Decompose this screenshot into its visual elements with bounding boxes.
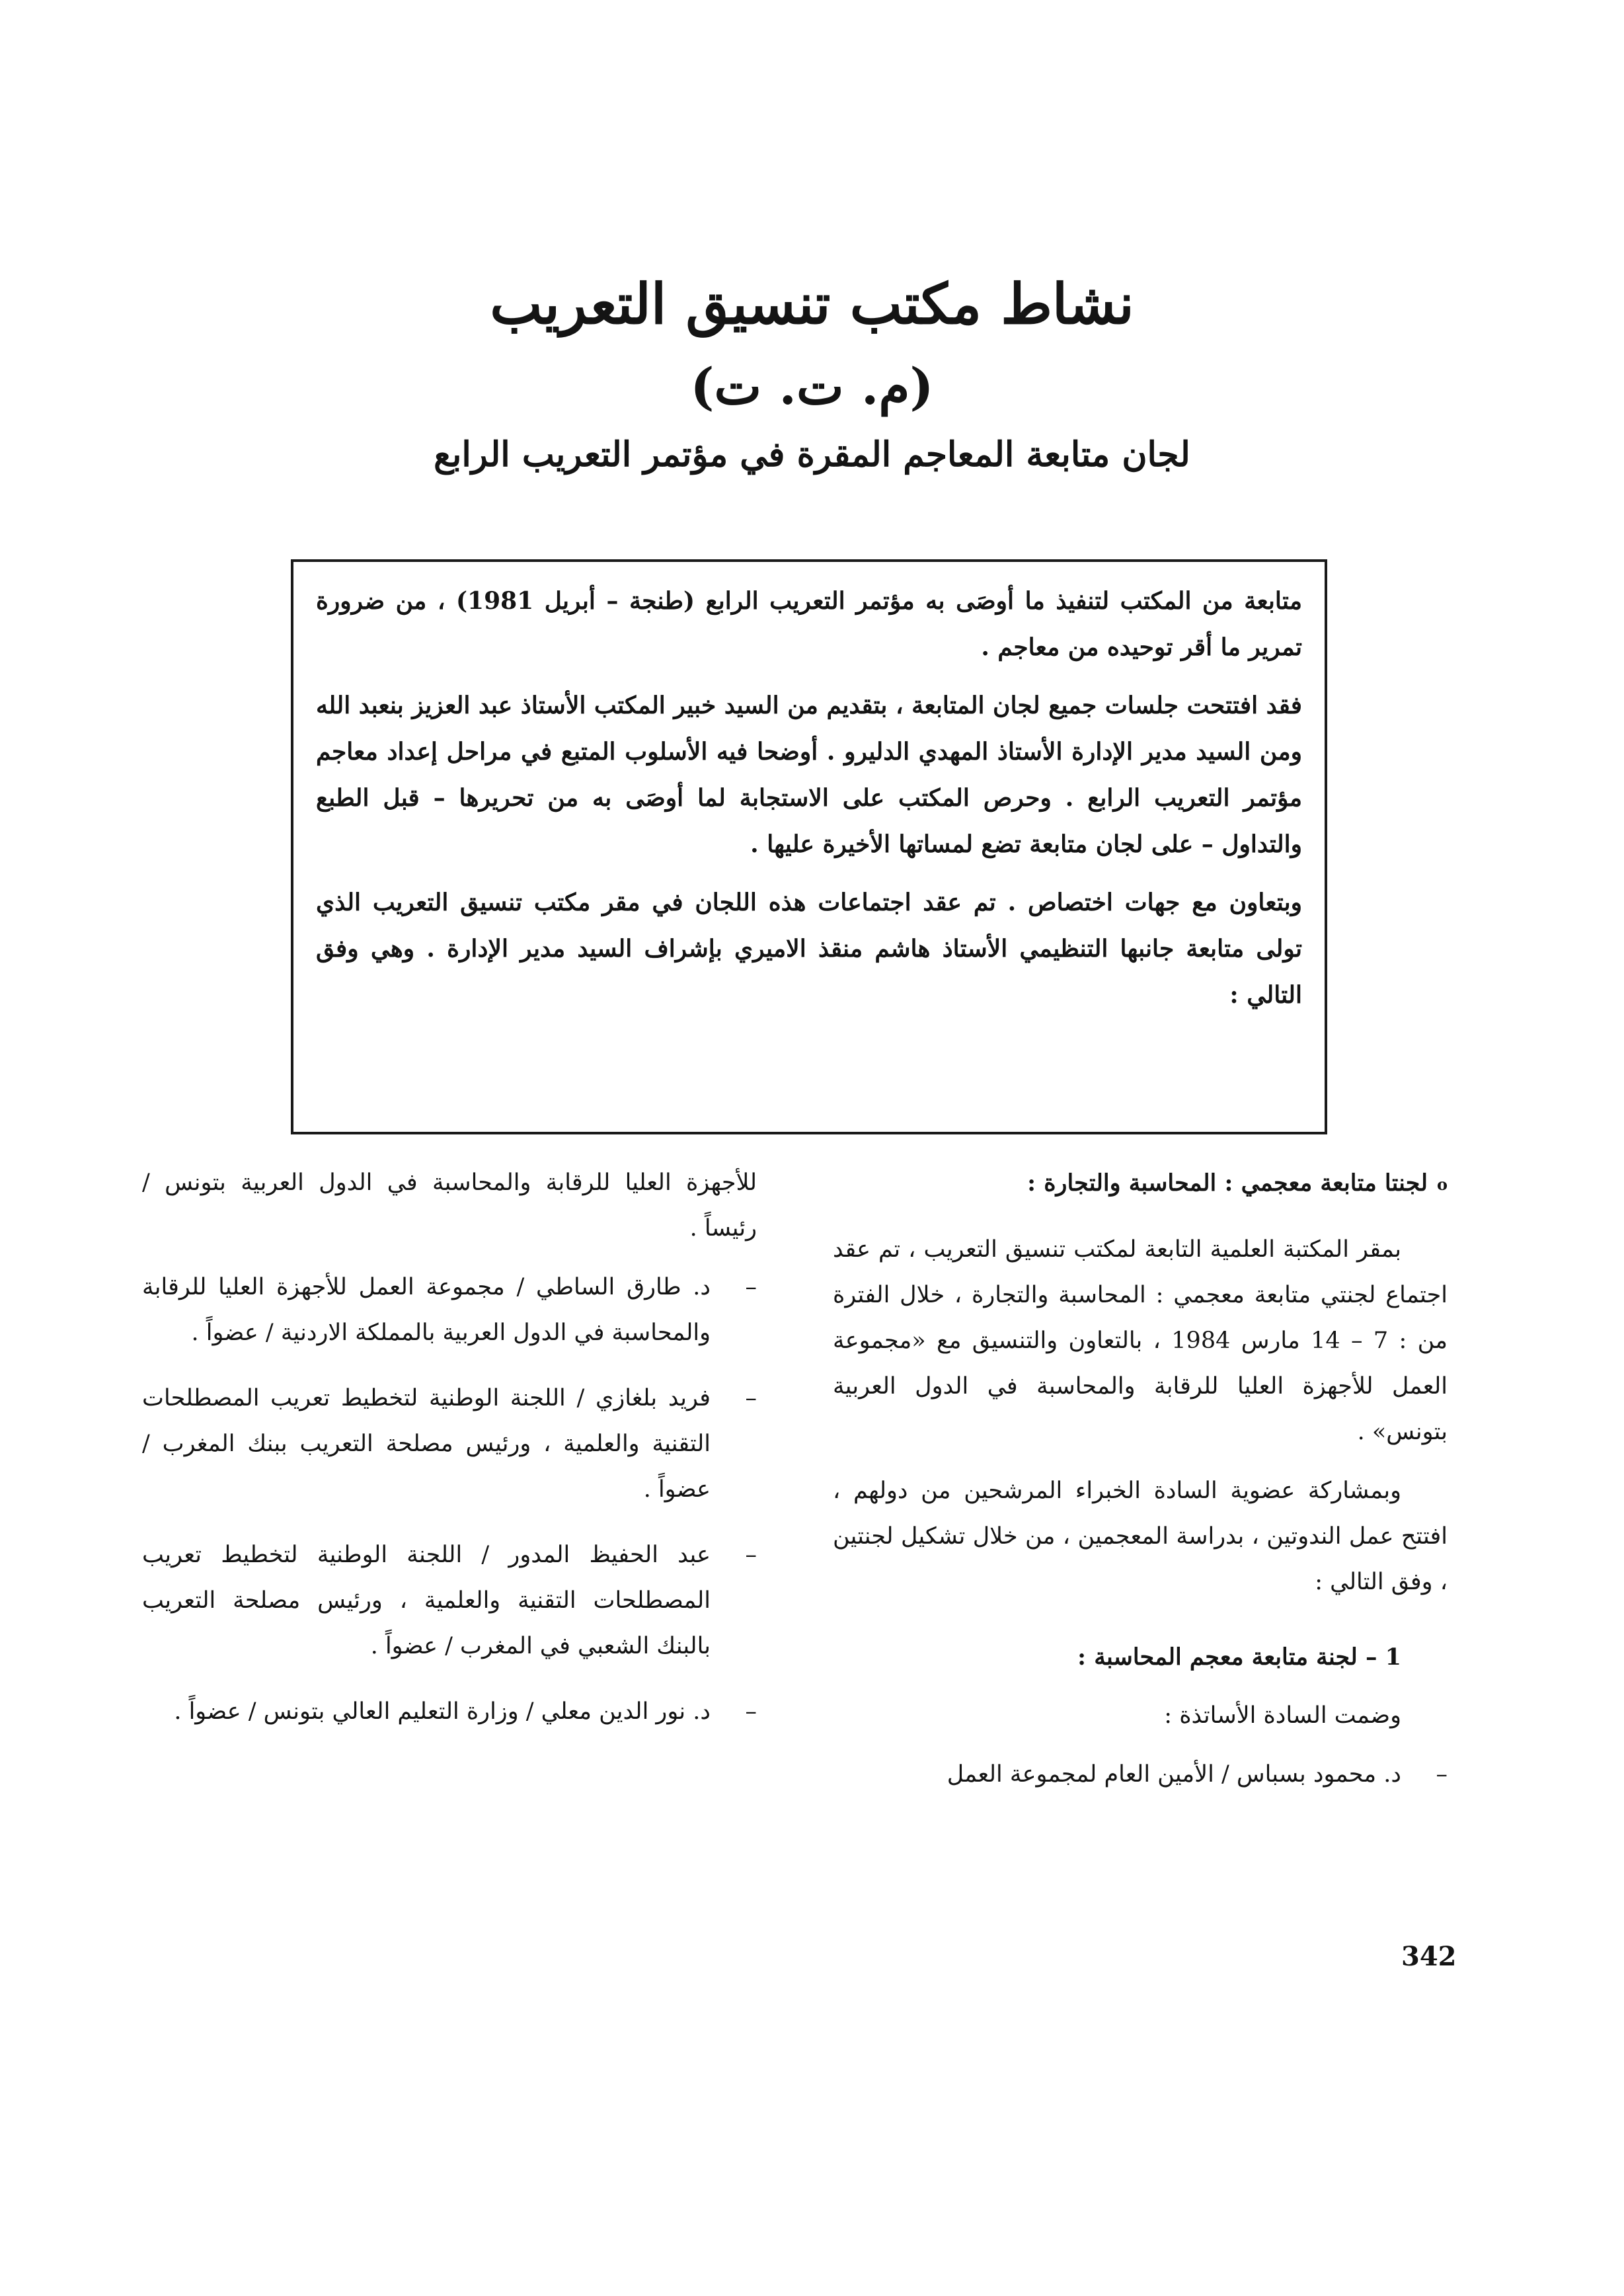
member-item	[142, 1376, 757, 1513]
section-paragraph-1: بمقر المكتبة العلمية التابعة لمكتب تنسيق التعريب ، تم عقد اجتماع لجنتي متابعة معجمي : المحاسبة والتجارة ، خلال الفترة من : 7 – 14 مارس 1984 ، بالتعاون والتنسيق مع «مجموعة العمل للأجهزة العليا للرقابة والمحاسبة في الدول العربية بتونس» .	[833, 1236, 1448, 1445]
left-column	[142, 1160, 757, 1755]
member-item	[833, 1752, 1448, 1798]
right-column	[833, 1160, 1448, 1817]
dash-marker: –	[745, 1385, 757, 1411]
section-heading-text: لجنتا متابعة معجمي : المحاسبة والتجارة :	[1027, 1169, 1428, 1197]
intro-box	[291, 559, 1327, 1134]
member-continuation: للأجهزة العليا للرقابة والمحاسبة في الدول العربية بتونس / رئيساً .	[142, 1169, 757, 1242]
dash-marker: –	[745, 1274, 757, 1300]
intro-paragraph-3: وبتعاون مع جهات اختصاص . تم عقد اجتماعات هذه اللجان في مقر مكتب تنسيق التعريب الذي تولى متابعة جانبها التنظيمي الأستاذ هاشم منقذ الاميري بإشراف السيد مدير الإدارة . وهي وفق التالي :	[316, 889, 1302, 1009]
page-subtitle: لجان متابعة المعاجم المقرة في مؤتمر التعريب الرابع	[434, 434, 1190, 475]
page-number: 342	[1401, 1941, 1457, 1972]
bullet-icon: o	[1436, 1175, 1448, 1194]
section-heading	[833, 1160, 1448, 1207]
member-text: د. نور الدين معلي / وزارة التعليم العالي بتونس / عضواً .	[174, 1698, 711, 1725]
page-title: نشاط مكتب تنسيق التعريب	[490, 271, 1134, 336]
member-item	[142, 1265, 757, 1356]
intro-paragraph-2: فقد افتتحت جلسات جميع لجان المتابعة ، بتقديم من السيد خبير المكتب الأستاذ عبد العزيز بنعبد الله ومن السيد مدير الإدارة الأستاذ المهدي الدليرو . أوضحا فيه الأسلوب المتبع في مراحل إعداد معاجم مؤتمر التعريب الرابع . وحرص المكتب على الاستجابة لما أوصَى به من تحريرها – قبل الطبع والتداول – على لجان متابعة تضع لمساتها الأخيرة عليها .	[316, 692, 1302, 858]
member-text: فريد بلغازي / اللجنة الوطنية لتخطيط تعريب المصطلحات التقنية والعلمية ، ورئيس مصلحة التعريب ببنك المغرب / عضواً .	[142, 1385, 711, 1503]
section-paragraph-2: وبمشاركة عضوية السادة الخبراء المرشحين من دولهم ، افتتح عمل الندوتين ، بدراسة المعجمين ، من خلال تشكيل لجنتين ، وفق التالي :	[833, 1478, 1448, 1595]
member-text: عبد الحفيظ المدور / اللجنة الوطنية لتخطيط تعريب المصطلحات التقنية والعلمية ، ورئيس مصلحة التعريب بالبنك الشعبي في المغرب / عضواً .	[142, 1542, 711, 1659]
page-acronym: (م. ت. ت)	[690, 357, 934, 416]
member-item	[142, 1689, 757, 1735]
intro-paragraph-1: متابعة من المكتب لتنفيذ ما أوصَى به مؤتمر التعريب الرابع (طنجة – أبريل 1981) ، من ضرورة تمرير ما أقر توحيده من معاجم .	[316, 587, 1302, 661]
dash-marker: –	[745, 1698, 757, 1725]
committee-title: 1 – لجنة متابعة معجم المحاسبة :	[1077, 1643, 1401, 1671]
dash-marker: –	[1436, 1761, 1448, 1788]
member-text: د. محمود بسباس / الأمين العام لمجموعة العمل	[947, 1761, 1401, 1788]
member-item	[142, 1532, 757, 1669]
members-intro: وضمت السادة الأساتذة :	[1164, 1702, 1401, 1729]
dash-marker: –	[745, 1542, 757, 1568]
member-text: د. طارق الساطي / مجموعة العمل للأجهزة العليا للرقابة والمحاسبة في الدول العربية بالمملكة الاردنية / عضواً .	[142, 1274, 711, 1346]
